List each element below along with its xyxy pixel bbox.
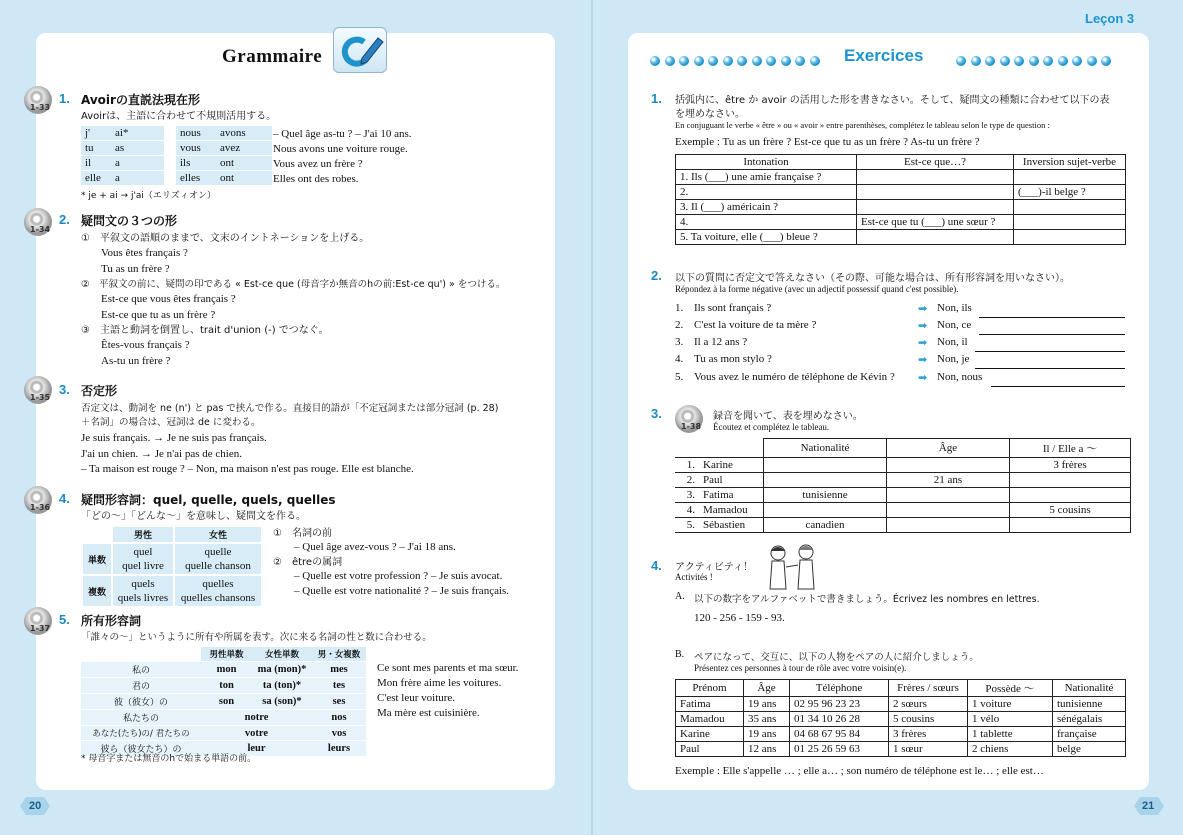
pronoun: vous <box>176 141 216 156</box>
instruction: ペアになって、交互に、以下の人物をペアの人に紹介しましょう。 <box>694 652 979 663</box>
arrow-right-icon: ➡ <box>918 319 928 332</box>
table-cell: 5 cousins <box>889 712 968 727</box>
word: leur <box>201 741 312 756</box>
age-cell[interactable] <box>887 458 1010 473</box>
instruction-jp: 以下の質問に否定文で答えなさい（その際、可能な場合は、所有形容詞を用いなさい）。 <box>675 273 1070 284</box>
pronoun: nous <box>176 126 216 141</box>
row-header: 複数 <box>83 576 111 606</box>
section-heading: Avoirの直説法現在形 <box>81 93 200 107</box>
word: quel livre <box>122 560 164 572</box>
example-line: Vous êtes français ? <box>101 247 188 259</box>
section-number: 3. <box>59 382 70 397</box>
person-name: Karine <box>703 459 733 471</box>
column-header: Intonation <box>676 155 857 170</box>
question-text: Ils sont français ? <box>694 302 772 314</box>
word: mes <box>312 662 366 677</box>
person-name: Mamadou <box>703 504 748 516</box>
age-cell[interactable] <box>887 518 1010 533</box>
instruction-jp: アクティビティ！ <box>675 562 754 573</box>
instruction-fr: Présentez ces personnes à tour de rôle avec votre voisin(e). <box>694 663 907 673</box>
table-cell: Mamadou <box>676 712 744 727</box>
example-line: – Quel âge as-tu ? – J'ai 10 ans. <box>273 128 412 140</box>
word: mon <box>201 662 252 677</box>
person-name: Fatima <box>703 489 734 501</box>
word: notre <box>201 710 312 725</box>
table-cell[interactable]: 3. Il (___) américain ? <box>676 200 857 215</box>
row-label: 私たちの <box>81 710 201 725</box>
people-talking-illustration <box>764 543 824 591</box>
table-cell: 19 ans <box>744 727 790 742</box>
table-cell: 1 vélo <box>968 712 1053 727</box>
word: quels livres <box>117 592 169 604</box>
section-number: 1. <box>59 91 70 106</box>
note-line: ② êtreの属詞 <box>273 557 343 568</box>
row-label: 私の <box>81 662 201 677</box>
answer-start: Non, ce <box>937 319 972 331</box>
row-number: 4. <box>686 504 695 516</box>
row-number: 1. <box>686 459 695 471</box>
instruction-fr: Écoutez et complétez le tableau. <box>713 422 830 432</box>
example-line: – Quel âge avez-vous ? – J'ai 18 ans. <box>294 541 456 553</box>
question-number: 2. <box>675 319 684 331</box>
footnote: * 母音字または無音のhで始まる単語の前。 <box>81 754 257 764</box>
table-cell: Paul <box>676 742 744 757</box>
answer-start: Non, ils <box>937 302 972 314</box>
has-cell[interactable] <box>1010 518 1131 533</box>
quel-table <box>81 525 263 608</box>
table-cell[interactable] <box>1014 215 1126 230</box>
nationality-cell[interactable]: tunisienne <box>764 488 887 503</box>
table-cell: tunisienne <box>1053 697 1126 712</box>
lesson-label: Leçon 3 <box>1085 11 1135 26</box>
table-cell: Karine <box>676 727 744 742</box>
question-text: Vous avez le numéro de téléphone de Kévin ? <box>694 371 895 383</box>
word: quelles <box>202 578 234 590</box>
track-label: 1-38 <box>681 422 702 431</box>
example-line: Ce sont mes parents et ma sœur. <box>377 662 519 674</box>
instruction-fr: Activités ! <box>675 572 713 582</box>
note-line: ① 名詞の前 <box>273 528 332 539</box>
row-label: 彼ら（彼女たち）の <box>81 741 201 756</box>
word: tes <box>312 678 366 693</box>
column-header: 男・女複数 <box>312 647 366 661</box>
exercise-number: 3. <box>651 406 662 421</box>
nationality-cell[interactable]: canadien <box>764 518 887 533</box>
person-name: Sébastien <box>703 519 746 531</box>
instruction-fr: Répondez à la forme négative (avec un adjectif possessif quand c'est possible). <box>675 284 959 294</box>
table-cell[interactable]: 2. <box>676 185 857 200</box>
track-label: 1-33 <box>30 103 51 112</box>
instruction-fr: En conjuguant le verbe « être » ou « avoir » entre parenthèses, complétez le tableau selon le type de question : <box>675 120 1050 130</box>
table-cell[interactable] <box>857 200 1014 215</box>
person-name: Paul <box>703 474 723 486</box>
question-number: 4. <box>675 353 684 365</box>
table-cell: 01 25 26 59 63 <box>790 742 889 757</box>
section-intro: Avoirは、主語に合わせて不規則活用する。 <box>81 111 277 122</box>
word: nos <box>312 710 366 725</box>
word: leurs <box>312 741 366 756</box>
question-text: Tu as mon stylo ? <box>694 353 772 365</box>
table-cell: 02 95 96 23 23 <box>790 697 889 712</box>
example-line: C'est leur voiture. <box>377 692 456 704</box>
example-line: Je suis français. → Je ne suis pas français. <box>81 432 267 444</box>
answer-line[interactable] <box>991 372 1125 391</box>
row-header: 単数 <box>83 544 111 574</box>
word: quelle <box>204 546 232 558</box>
footnote: * je + ai → j'ai（エリズィオン） <box>81 191 217 201</box>
table-cell: 2 chiens <box>968 742 1053 757</box>
column-header: 女性 <box>175 527 261 542</box>
example-line: – Quelle est votre nationalité ? – Je suis français. <box>294 585 510 597</box>
track-label: 1-34 <box>30 225 51 234</box>
rule-line: 否定文は、動詞を ne (n') と pas で挟んで作る。直接目的語が「不定冠詞または部分冠詞 (p. 28) <box>81 403 499 414</box>
column-header: Inversion sujet-verbe <box>1014 155 1126 170</box>
table-cell[interactable] <box>857 230 1014 245</box>
table-cell[interactable] <box>857 185 1014 200</box>
example-line: Exemple : Elle s'appelle … ; elle a… ; son numéro de téléphone est le… ; elle est… <box>675 765 1044 777</box>
arrow-right-icon: ➡ <box>918 336 928 349</box>
column-header: Âge <box>887 439 1010 458</box>
word: quelles chansons <box>180 592 256 604</box>
table-cell[interactable]: 4. <box>676 215 857 230</box>
table-cell: 19 ans <box>744 697 790 712</box>
table-cell: 04 68 67 95 84 <box>790 727 889 742</box>
word: sa (son)* <box>252 694 312 709</box>
section-heading: 疑問形容詞：quel, quelle, quels, quelles <box>81 493 336 507</box>
pencil-icon <box>333 27 387 73</box>
question-number: 5. <box>675 371 684 383</box>
example-line: Elles ont des robes. <box>273 173 359 185</box>
column-header: Âge <box>744 680 790 697</box>
page-number: 20 <box>29 800 42 812</box>
nationality-cell[interactable] <box>764 503 887 518</box>
example-line: Exemple : Tu as un frère ? Est-ce que tu as un frère ? As-tu un frère ? <box>675 136 980 148</box>
row-number: 5. <box>686 519 695 531</box>
table-cell[interactable]: 1. Ils (___) une amie française ? <box>676 170 857 185</box>
column-header: 女性単数 <box>252 647 312 661</box>
word: ta (ton)* <box>252 678 312 693</box>
instruction-jp: を埋めなさい。 <box>675 109 745 120</box>
row-number: 3. <box>686 489 695 501</box>
listening-table <box>675 438 1131 533</box>
section-number: 4. <box>59 491 70 506</box>
pronoun: elle <box>81 171 111 186</box>
example-line: Ma mère est cuisinière. <box>377 707 480 719</box>
example-line: Tu as un frère ? <box>101 263 170 275</box>
table-cell: 1 sœur <box>889 742 968 757</box>
section-intro: 「誰々の〜」というように所有や所属を表す。次に来る名詞の性と数に合わせる。 <box>81 632 432 643</box>
instruction-jp: 括弧内に、être か avoir の活用した形を書きなさい。そして、疑問文の種類に合わせて以下の表 <box>675 95 1110 106</box>
question-form-table <box>675 154 1126 245</box>
column-header: Nationalité <box>1053 680 1126 697</box>
verb-form: a <box>111 171 164 186</box>
example-line: Est-ce que vous êtes français ? <box>101 293 236 305</box>
column-header: Prénom <box>676 680 744 697</box>
verb-form: ai* <box>111 126 164 141</box>
word: quel <box>133 546 153 558</box>
arrow-right-icon: ➡ <box>918 302 928 315</box>
table-cell[interactable] <box>1014 230 1126 245</box>
word: quels <box>131 578 155 590</box>
pronoun: j' <box>81 126 111 141</box>
answer-start: Non, je <box>937 353 970 365</box>
table-cell: 1 voiture <box>968 697 1053 712</box>
table-cell[interactable] <box>1014 170 1126 185</box>
pronoun: il <box>81 156 111 171</box>
grammar-title: Grammaire <box>222 46 323 67</box>
column-header: Il / Elle a 〜 <box>1010 439 1131 458</box>
table-cell: Fatima <box>676 697 744 712</box>
row-number: 2. <box>686 474 695 486</box>
has-cell[interactable]: 5 cousins <box>1010 503 1131 518</box>
pronoun: tu <box>81 141 111 156</box>
row-label: 君の <box>81 678 201 693</box>
exercise-number: 4. <box>651 558 662 573</box>
age-cell[interactable] <box>887 503 1010 518</box>
arrow-right-icon: ➡ <box>918 371 928 384</box>
rule-line: ③ 主語と動詞を倒置し、trait d'union (-) でつなぐ。 <box>81 325 329 336</box>
column-header: Nationalité <box>764 439 887 458</box>
exercise-number: 1. <box>651 91 662 106</box>
table-cell: 3 frères <box>889 727 968 742</box>
table-cell: 12 ans <box>744 742 790 757</box>
track-label: 1-36 <box>30 503 51 512</box>
answer-start: Non, nous <box>937 371 983 383</box>
track-label: 1-37 <box>30 624 51 633</box>
has-cell[interactable] <box>1010 473 1131 488</box>
question-text: C'est la voiture de ta mère ? <box>694 319 817 331</box>
table-cell: belge <box>1053 742 1126 757</box>
word: quelle chanson <box>185 560 251 572</box>
verb-form: a <box>111 156 164 171</box>
example-line: Mon frère aime les voitures. <box>377 677 502 689</box>
example-line: As-tu un frère ? <box>101 355 171 367</box>
table-cell[interactable]: Est-ce que tu (___) une sœur ? <box>857 215 1014 230</box>
table-cell[interactable]: 5. Ta voiture, elle (___) bleue ? <box>676 230 857 245</box>
column-header: Téléphone <box>790 680 889 697</box>
instruction-jp: 録音を聞いて、表を埋めなさい。 <box>713 411 863 422</box>
table-cell[interactable] <box>1014 200 1126 215</box>
part-label: A. <box>675 591 685 602</box>
rule-line: ② 平叙文の前に、疑問の印である « Est-ce que (母音字か無音のhの前:Est-ce qu') » をつける。 <box>81 279 506 290</box>
age-cell[interactable] <box>887 488 1010 503</box>
avoir-conjugation-table <box>81 126 272 186</box>
table-cell: 1 tablette <box>968 727 1053 742</box>
exercises-title: Exercices <box>844 46 924 65</box>
column-header: Frères / sœurs <box>889 680 968 697</box>
table-cell: 2 sœurs <box>889 697 968 712</box>
table-cell: 35 ans <box>744 712 790 727</box>
part-label: B. <box>675 649 685 660</box>
has-cell[interactable]: 3 frères <box>1010 458 1131 473</box>
arrow-right-icon: ➡ <box>918 353 928 366</box>
word: ses <box>312 694 366 709</box>
pronoun: elles <box>176 171 216 186</box>
verb-form: ont <box>216 156 272 171</box>
page-number: 21 <box>1142 800 1155 812</box>
section-number: 5. <box>59 612 70 627</box>
example-line: Est-ce que tu as un frère ? <box>101 309 216 321</box>
example-line: Vous avez un frère ? <box>273 158 363 170</box>
has-cell[interactable] <box>1010 488 1131 503</box>
verb-form: as <box>111 141 164 156</box>
track-label: 1-35 <box>30 393 51 402</box>
column-header: 男性 <box>113 527 173 542</box>
section-number: 2. <box>59 212 70 227</box>
verb-form: avons <box>216 126 272 141</box>
people-info-table <box>675 679 1126 757</box>
answer-line[interactable] <box>975 354 1125 373</box>
table-cell: française <box>1053 727 1126 742</box>
column-header: 男性単数 <box>201 647 252 661</box>
dots-left <box>650 51 824 70</box>
question-text: Il a 12 ans ? <box>694 336 748 348</box>
word: son <box>201 694 252 709</box>
example-line: Êtes-vous français ? <box>101 339 190 351</box>
example-line: – Quelle est votre profession ? – Je suis avocat. <box>294 570 503 582</box>
section-heading: 所有形容詞 <box>81 614 142 628</box>
column-header: Possède 〜 <box>968 680 1053 697</box>
row-label: 彼（彼女）の <box>81 694 201 709</box>
word: votre <box>201 726 312 740</box>
age-cell[interactable]: 21 ans <box>887 473 1010 488</box>
possessive-table <box>81 646 366 757</box>
example-line: – Ta maison est rouge ? – Non, ma maison n'est pas rouge. Elle est blanche. <box>81 463 414 475</box>
verb-form: ont <box>216 171 272 186</box>
pronoun: ils <box>176 156 216 171</box>
table-cell[interactable] <box>857 170 1014 185</box>
section-heading: 否定形 <box>81 384 118 398</box>
column-header: Est-ce que…? <box>857 155 1014 170</box>
question-number: 3. <box>675 336 684 348</box>
section-intro: 「どの〜」「どんな〜」を意味し、疑問文を作る。 <box>81 511 306 522</box>
rule-line: ① 平叙文の語順のままで、文末のイントネーションを上げる。 <box>81 233 370 244</box>
instruction: 以下の数字をアルファベットで書きましょう。Écrivez les nombres en lettres. <box>694 594 1040 605</box>
exercise-number: 2. <box>651 268 662 283</box>
nationality-cell[interactable] <box>764 473 887 488</box>
table-cell[interactable]: (___)-il belge ? <box>1014 185 1126 200</box>
word: vos <box>312 726 366 740</box>
rule-line: ＋名詞」の場合は、冠詞は de に変わる。 <box>81 417 261 428</box>
example-line: J'ai un chien. → Je n'ai pas de chien. <box>81 448 242 460</box>
dots-right <box>956 51 1116 70</box>
question-number: 1. <box>675 302 684 314</box>
nationality-cell[interactable] <box>764 458 887 473</box>
table-cell: 01 34 10 26 28 <box>790 712 889 727</box>
word: ma (mon)* <box>252 662 312 677</box>
table-cell: sénégalais <box>1053 712 1126 727</box>
verb-form: avez <box>216 141 272 156</box>
row-label: あなた(たち)の/ 君たちの <box>81 726 201 740</box>
word: ton <box>201 678 252 693</box>
answer-start: Non, il <box>937 336 968 348</box>
section-heading: 疑問文の３つの形 <box>81 214 178 228</box>
numbers-to-write: 120 - 256 - 159 - 93. <box>694 612 785 624</box>
example-line: Nous avons une voiture rouge. <box>273 143 408 155</box>
